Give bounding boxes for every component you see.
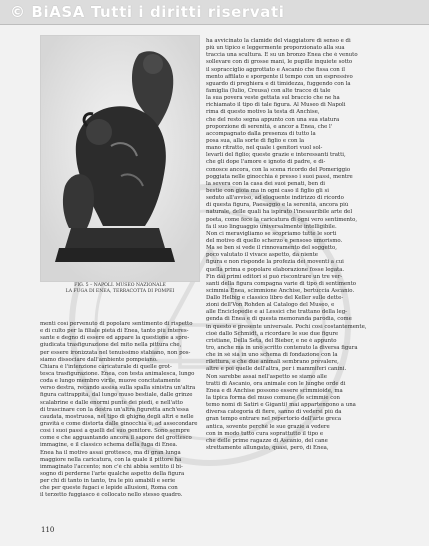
text-line: il sopracciglio aggrottato e Ascanio che fissa con il: [206, 66, 345, 73]
text-line: verso destra, recando assisa sulla spalla sinistra un'altra: [40, 385, 196, 392]
terracotta-photo: [40, 35, 200, 282]
text-line: menti così pervenuto di popolare sentimento di rispetto: [40, 321, 193, 327]
text-line: Ma se ben si vede il rinnovamento del soggetto,: [206, 245, 338, 252]
text-line: gravità e come distorta dalle ginocchia e, ad assecondare: [40, 420, 198, 427]
text-line: fa il suo linguaggio universalmente intelligibile.: [206, 223, 337, 230]
text-line: che in sé sia in uno schema di fondazione con la: [206, 352, 338, 359]
text-line: Non sarebbe assai nell'aspetto se siamo alle: [206, 373, 327, 380]
text-line: mento affilato e sporgente il tempo con un espressivo: [206, 73, 353, 80]
text-line: coda e lungo membro virile, muove concitatamente: [40, 378, 181, 385]
text-line: figura e non risponde la profezia dei moventi a cui: [206, 259, 344, 266]
text-line: che gli dope l'amore e ignoto di padre, e di-: [206, 159, 326, 166]
text-line: richiamato il tipo di tale figura. Al Museo di Napoli: [206, 102, 346, 109]
text-line: tesca trasfigurazione. Enea, con testa animalesca, lungo: [40, 370, 195, 377]
text-line: Fin dai primi editori si può riscontrare un tre ver-: [206, 273, 343, 280]
text-line: poggiata nelle ginocchia è presso i suoi passi, mentre: [206, 173, 353, 180]
text-line: figura cattrappita, dal lungo muso bestiale, dalle grinze: [40, 392, 193, 399]
text-line: del motivo di quello scherzo e pensoso umorismo.: [206, 237, 343, 244]
text-line: il terzetto fuggiasco è collocato nello stesso quadro.: [40, 492, 183, 499]
text-line: rilettura, e che due animali sembrano prevalere,: [206, 359, 339, 366]
text-line: naturale, delle quali ha ispirato l'inesauribile arte del: [206, 209, 353, 216]
text-line: immaginato l'accento; non c'è chi abbia sentito il bi-: [40, 463, 183, 470]
text-line: Dallo Helbig e classico libro del Keller sulle dette-: [206, 295, 344, 302]
text-line: la sua povera veste gettata sul braccio che ne ha: [206, 95, 340, 102]
text-line: scalabrine e dalle enormi punte dei piedi, e nell'atto: [40, 399, 183, 406]
text-line: conosce ancora, con la scena ricordo del Pomeriggio: [206, 166, 351, 173]
text-line: accompagnato dalla presenza di tutto la: [206, 130, 316, 137]
text-line: di questa figura, Paesaggio e la serenità, ancora più: [206, 202, 349, 209]
text-line: bestie con gioia ma in ogni caso il figlio gli si: [206, 187, 329, 194]
text-line: come e che agguantando ancora il sapore del grottesco: [40, 435, 192, 442]
text-line: sollevare con di grosse mani, le pupille inquiete sotto: [206, 59, 353, 66]
right-column-text: [206, 38, 392, 452]
text-line: poeta, come fece la caricatura di ogni vero sentimento,: [206, 216, 358, 223]
text-line: antica, sovente perché le sue grazie a vedere: [206, 423, 330, 430]
text-line: diversa categoria di fiere, sanno di vedersi più da: [206, 409, 342, 416]
text-line: sogno di perderne l'arte qualche aspetto della figura: [40, 470, 185, 477]
watermark-banner-text: © BiASA Tutti i diritti riservati: [10, 3, 285, 21]
text-line: la severa con la casa dei suoi penati, ben di: [206, 180, 326, 187]
text-line: cioè dallo Schmidt, a ricordare le sue due figure: [206, 330, 339, 337]
text-line: genda di Enea e di questa memoranda parodia, come: [206, 316, 352, 323]
terracotta-figure-image: [41, 36, 199, 281]
text-line: siamo dissociare dall'ambiente pompeiano.: [40, 356, 158, 363]
caption-line: FIG. 5 – NAPOLI. MUSEO NAZIONALE: [74, 283, 166, 288]
text-line: tro, anche ma in uno scritto contenuto la diversa figura: [206, 345, 358, 352]
text-line: seduto all'avviso, ad eloquente indirizzo di ricordo: [206, 195, 344, 202]
text-line: strettamente allungato, quasi, però, di Enea,: [206, 445, 329, 452]
text-line: Non ci meravigliamo se scopriamo tutte le sorti: [206, 230, 337, 237]
text-line: poco valutato il vivace aspetto, da niente: [206, 252, 318, 259]
text-line: alle Enciclopedie e ai Lessici che trattano della leg-: [206, 309, 347, 316]
text-line: in questo e presente universale. Pochi così costantemente,: [206, 323, 367, 330]
watermark-banner: [0, 0, 429, 25]
text-line: levarli del figlio; queste grazie e interessanti tratti,: [206, 152, 346, 159]
text-line: sguardo di preghiera e di timidezza, fuggendo con la: [206, 80, 351, 87]
text-line: per chi di tanto in tanto, tra le più amabili e serie: [40, 478, 176, 485]
text-line: con in modo tutto cura soprattutto il tipo e: [206, 430, 324, 437]
text-line: mano ritratto, nel quale i genitori vuol sol-: [206, 145, 323, 152]
text-line: gran tempo entrare nel repertorio dell'arte greca: [206, 416, 342, 423]
text-line: famiglia (Iulio, Creusa) con alte tracce di tale: [206, 87, 331, 94]
text-line: Enea e di Anchise possono essere scimmioide, ma: [206, 387, 343, 394]
text-line: quella prima e popolare elaborazione fosse legata.: [206, 266, 345, 273]
text-line: e di culto per la filiale pietà di Enea, tanto più interes-: [40, 328, 189, 335]
text-line: così i suoi passi a quelli del suo genitore. Sono sempre: [40, 428, 190, 435]
scanned-page: [0, 25, 429, 546]
text-line: sante e degno di essere ed appare la questione a spre-: [40, 335, 190, 342]
text-line: che per queste fugaci e lepide allusioni, Roma con: [40, 485, 178, 492]
caption-line: LA FUGA DI ENEA, TERRACOTTA DI POMPEI: [65, 289, 175, 294]
text-line: giudicata trasfigurazione del mito nella pittura che,: [40, 342, 182, 349]
text-line: santi della figura compagna varie di tipo di sentimento: [206, 280, 357, 287]
text-line: rima di questo motivo la testa di Anchise,: [206, 109, 320, 116]
text-line: caudata, mostruosa, nel tipo di ghigno degli altri e nelle: [40, 413, 194, 420]
text-line: immagine, e il classico schema della fuga di Enea.: [40, 442, 178, 449]
text-line: zioni dell'Von Rohden al Catalogo del Museo, e: [206, 302, 335, 309]
page-number: 110: [41, 526, 55, 534]
text-line: cristiane, Della Seta, del Bieber, e ne è appunto: [206, 337, 337, 344]
text-line: temo nomi di Satiri e Giganti) mai appartengono a una: [206, 402, 356, 409]
left-column-text: [40, 321, 200, 500]
text-line: tratti di Ascanio, ora animale con le lunghe orde di: [206, 380, 346, 387]
text-line: Enea ha il motivo assai grottesco, ma di gran lunga: [40, 449, 181, 456]
text-line: che del resto segna appunto con una sua statura: [206, 116, 340, 123]
text-line: maggiore nella caricatura, con la quale il pittore ha: [40, 456, 182, 463]
text-line: ha avvicinato la clamide del viaggiatore di senso e di: [206, 38, 351, 44]
text-line: scimmia Enea, scimmione Anchise, bertuccia Ascanio.: [206, 287, 355, 294]
text-line: altre e poi quelle dell'altra, per i mammiferi canini.: [206, 366, 347, 373]
text-line: per essere ironizzata nel tenuissimo stabiano, non pos-: [40, 349, 191, 356]
text-line: che delle prime ragazze di Ascanio, del cane: [206, 437, 328, 444]
text-line: di trascinare con la destra un'altra figuretta anch'essa: [40, 406, 189, 413]
text-line: traccia una scultura. È su un bronzo Enea che è venuto: [206, 52, 358, 59]
text-line: posa sua, alla sorte di figlio e con la: [206, 137, 305, 144]
text-line: Chiara è l'intenzione caricaturale di quelle grot-: [40, 363, 172, 370]
text-line: più un tipico e leggermente proporzionato alla sua: [206, 45, 345, 52]
text-line: la tipica forma del muso comune (le scimmie con: [206, 395, 340, 402]
text-line: proporzione di serenità, e ancor a Enea, che l': [206, 123, 333, 130]
figure-caption: [40, 283, 200, 295]
